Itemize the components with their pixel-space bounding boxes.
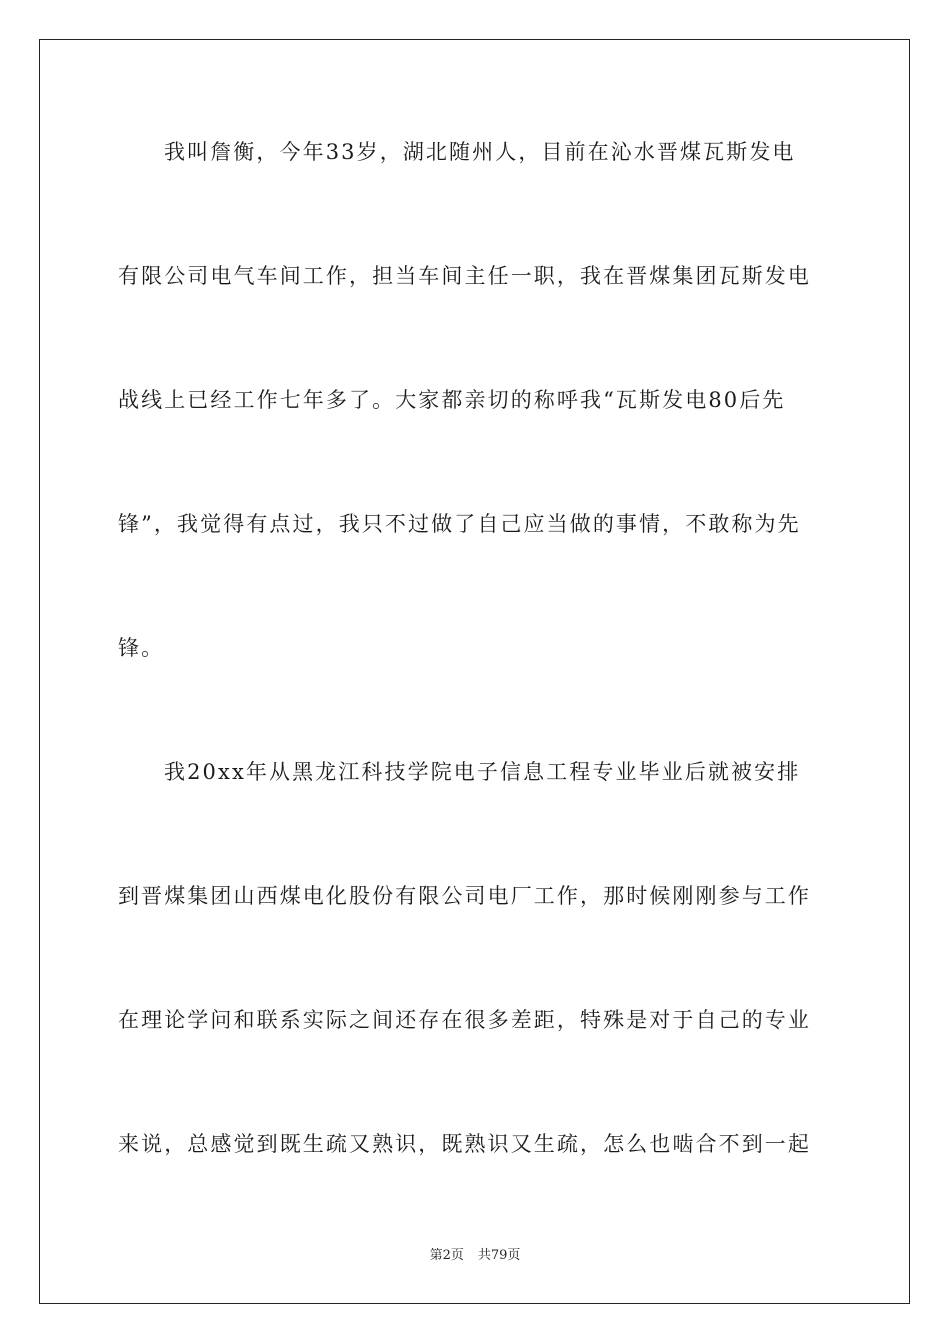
paragraph-1-line-1: 我叫詹衡，今年33岁，湖北随州人，目前在沁水晋煤瓦斯发电 (164, 140, 796, 164)
page-footer (0, 1247, 950, 1265)
paragraph-1-line-5: 锋。 (118, 636, 165, 660)
paragraph-1-line-2: 有限公司电气车间工作，担当车间主任一职，我在晋煤集团瓦斯发电 (118, 264, 811, 288)
paragraph-2-line-2: 到晋煤集团山西煤电化股份有限公司电厂工作，那时候刚刚参与工作 (118, 884, 811, 908)
paragraph-1-line-3: 战线上已经工作七年多了。大家都亲切的称呼我“瓦斯发电80后先 (118, 388, 786, 412)
paragraph-1-line-4: 锋”，我觉得有点过，我只不过做了自己应当做的事情，不敢称为先 (118, 512, 801, 536)
paragraph-2-line-4: 来说，总感觉到既生疏又熟识，既熟识又生疏，怎么也啮合不到一起 (118, 1132, 811, 1156)
paragraph-2-line-1: 我20xx年从黑龙江科技学院电子信息工程专业毕业后就被安排 (164, 760, 801, 784)
page-number: 第2页 (429, 1248, 464, 1263)
total-pages: 共79页 (477, 1248, 521, 1263)
page-border (39, 39, 910, 1304)
paragraph-2-line-3: 在理论学问和联系实际之间还存在很多差距，特殊是对于自己的专业 (118, 1008, 811, 1032)
